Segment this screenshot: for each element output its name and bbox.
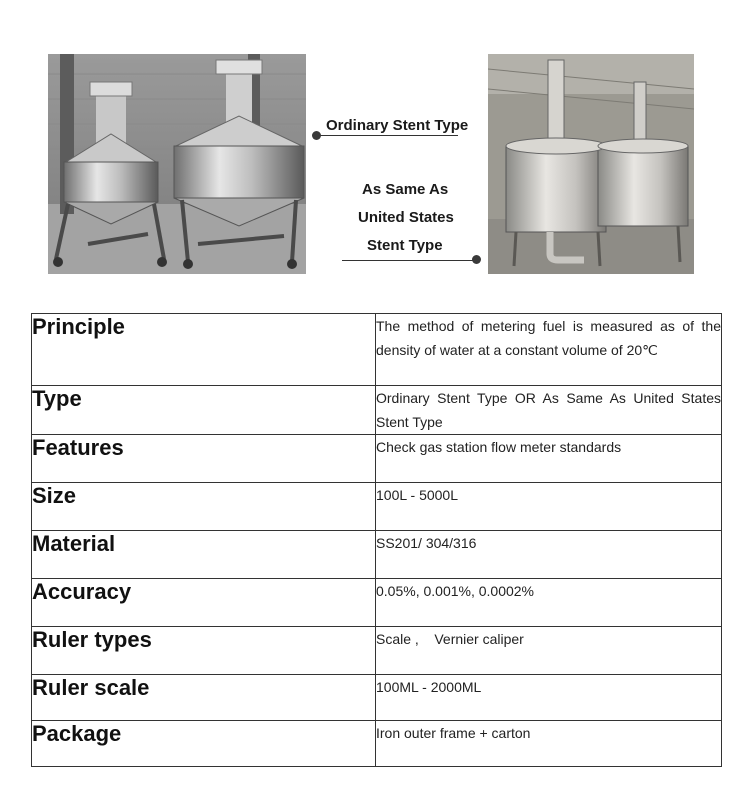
spec-row-accuracy [32, 579, 722, 627]
spec-label: Material [32, 531, 376, 579]
spec-row-material [32, 531, 722, 579]
spec-row-ruler-types [32, 627, 722, 675]
spec-value: Iron outer frame + carton [376, 721, 722, 767]
spec-row-type [32, 386, 722, 435]
spec-value: Ordinary Stent Type OR As Same As United States Stent Type [376, 386, 722, 435]
callout-ordinary-stent: Ordinary Stent Type [326, 117, 469, 134]
spec-value: Check gas station flow meter standards [376, 435, 722, 483]
spec-row-features [32, 435, 722, 483]
callout-dot-us-stent [472, 255, 481, 264]
callout-us-stent-line3: Stent Type [367, 237, 443, 254]
spec-label: Accuracy [32, 579, 376, 627]
callout-line-us-stent [342, 260, 478, 261]
spec-value: The method of metering fuel is measured as of the density of water at a constant volume of 20℃ [376, 314, 722, 386]
spec-label: Ruler types [32, 627, 376, 675]
spec-label: Features [32, 435, 376, 483]
product-photo-us-stent [488, 54, 694, 274]
spec-label: Size [32, 483, 376, 531]
spec-row-principle [32, 314, 722, 386]
spec-value: 0.05%, 0.001%, 0.0002% [376, 579, 722, 627]
product-photo-ordinary-stent [48, 54, 306, 274]
spec-row-ruler-scale [32, 675, 722, 721]
callout-dot-ordinary [312, 131, 321, 140]
spec-table [31, 313, 722, 767]
spec-label: Ruler scale [32, 675, 376, 721]
callout-us-stent-line2: United States [358, 209, 454, 226]
spec-value: SS201/ 304/316 [376, 531, 722, 579]
callout-line-ordinary [318, 135, 458, 136]
spec-value: 100L - 5000L [376, 483, 722, 531]
callout-us-stent-line1: As Same As [362, 181, 449, 198]
spec-label: Principle [32, 314, 376, 386]
spec-row-size [32, 483, 722, 531]
spec-value: 100ML - 2000ML [376, 675, 722, 721]
spec-row-package [32, 721, 722, 767]
spec-value: Scale , Vernier caliper [376, 627, 722, 675]
spec-label: Type [32, 386, 376, 435]
spec-label: Package [32, 721, 376, 767]
